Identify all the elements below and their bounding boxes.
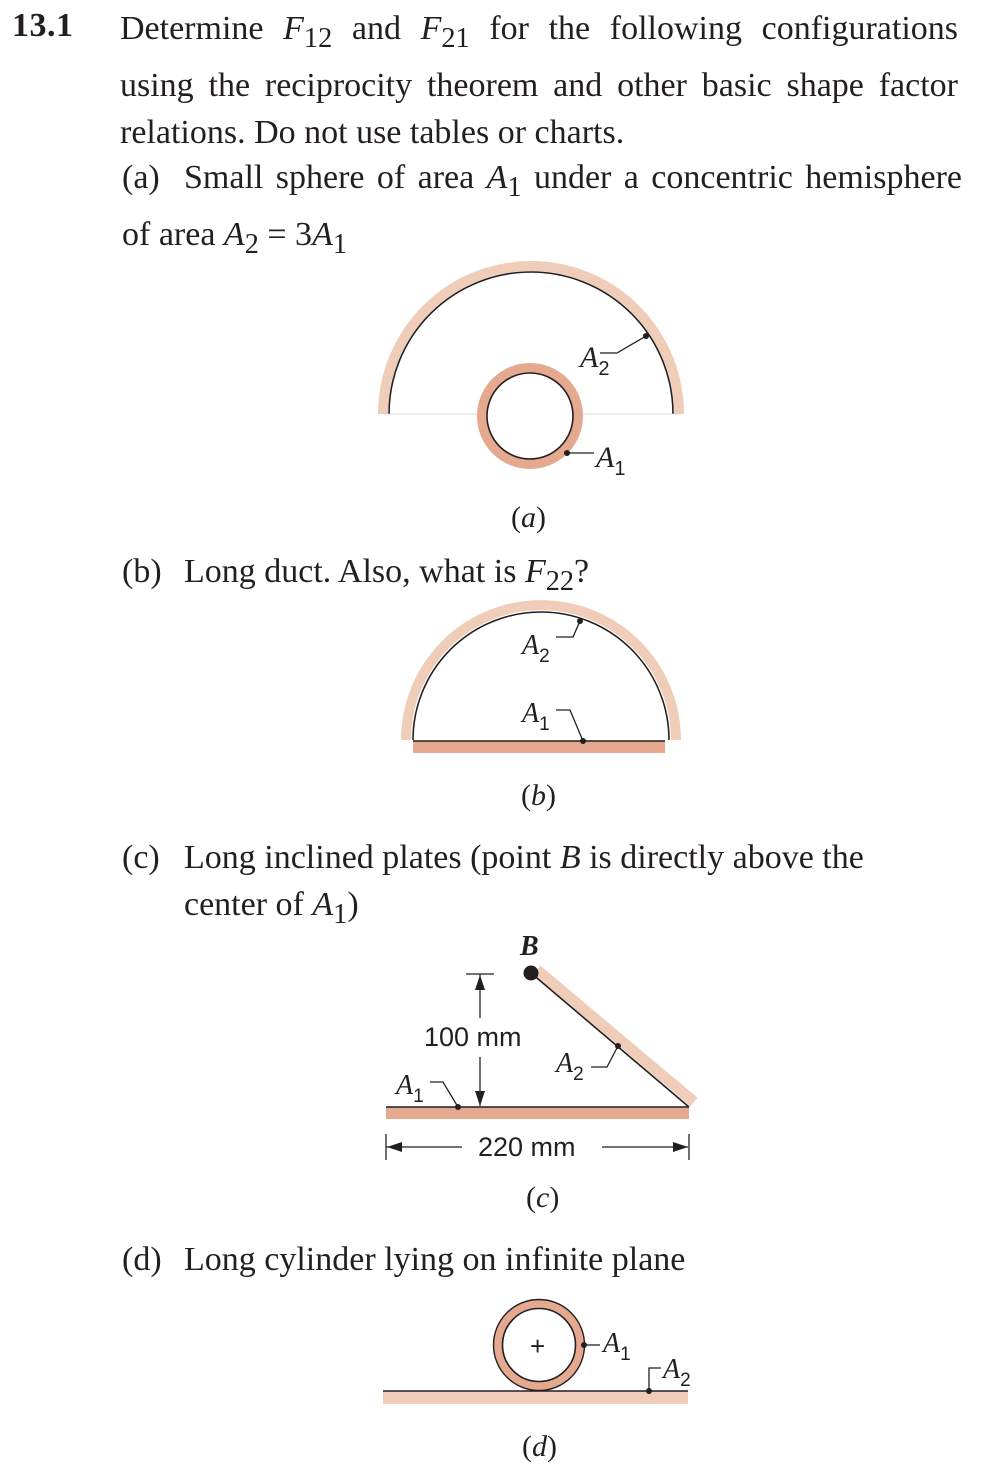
label-a1: $A_1$ [596, 441, 626, 480]
caption-a: (a) [511, 501, 546, 534]
caption-b: (b) [521, 779, 556, 812]
part-b-text: (b) Long duct. Also, what is $F_{22}$? [122, 548, 962, 605]
point-b-dot [524, 966, 539, 981]
dim-height-label: 100 mm [424, 1022, 522, 1052]
part-c-text: (c) Long inclined plates (point B is directly above the center of $A_1$) [122, 834, 962, 938]
leader-d-a1-dot [581, 1342, 587, 1348]
figure-c [386, 931, 694, 1214]
leader-d-a2-dot [646, 1388, 652, 1394]
dim-width-right-arrow [673, 1142, 688, 1152]
leader-a1-dot [564, 450, 570, 456]
label-a2: $A_2$ [580, 341, 610, 380]
leader-b-a1 [556, 710, 583, 741]
part-d-label: (d) [122, 1241, 162, 1278]
leader-c-a1 [430, 1082, 458, 1107]
label-c-a2: $A_2$ [556, 1048, 584, 1085]
caption-d: (d) [522, 1430, 557, 1463]
cylinder-center-mark: + [530, 1331, 546, 1361]
label-b-a1: $A_1$ [522, 698, 550, 735]
leader-b-a2 [556, 621, 580, 637]
dim-height-down-arrow [475, 1091, 485, 1106]
problem-statement: Determine $F_{12}$ and $F_{21}$ for the following configurations using the reciprocity theorem and other basic shape factor relations. Do not use tables or charts. [120, 10, 959, 151]
dim-width-label: 220 mm [478, 1132, 576, 1162]
part-a-label: (a) [122, 159, 160, 196]
leader-b-a1-dot [580, 738, 586, 744]
dim-width-left-arrow [387, 1142, 402, 1152]
plate-a2-surface [531, 973, 689, 1107]
caption-c: (c) [526, 1181, 560, 1214]
label-d-a1: $A_1$ [603, 1328, 631, 1365]
figure-a [383, 266, 679, 534]
part-d-text: (d) Long cylinder lying on infinite plane [122, 1236, 962, 1283]
label-d-a2: $A_2$ [663, 1354, 691, 1391]
dim-height-up-arrow [475, 975, 485, 990]
plate-a2-shading [537, 970, 694, 1102]
leader-c-a2 [591, 1046, 618, 1067]
part-b-label: (b) [122, 553, 162, 590]
plane-a2-shading [383, 1391, 688, 1404]
sphere-a1-surface [487, 373, 573, 459]
point-b-label: B [520, 931, 539, 962]
problem-number: 13.1 [12, 7, 74, 44]
plate-a1-shading [386, 1107, 689, 1119]
part-a-text: (a) Small sphere of area $A_1$ under a concentric hemisphere of area $A_2 = 3A_1$ [122, 154, 962, 268]
part-c-label: (c) [122, 839, 160, 876]
label-c-a1: $A_1$ [396, 1070, 424, 1107]
leader-b-a2-dot [577, 618, 583, 624]
label-b-a2: $A_2$ [522, 630, 550, 667]
leader-c-a1-dot [455, 1104, 461, 1110]
leader-a2 [600, 336, 646, 353]
leader-a2-dot [643, 333, 649, 339]
leader-c-a2-dot [615, 1043, 621, 1049]
figure-d [383, 1300, 691, 1464]
duct-base-a1-shading [413, 741, 665, 753]
leader-d-a2 [649, 1368, 661, 1391]
figure-b [406, 605, 676, 812]
